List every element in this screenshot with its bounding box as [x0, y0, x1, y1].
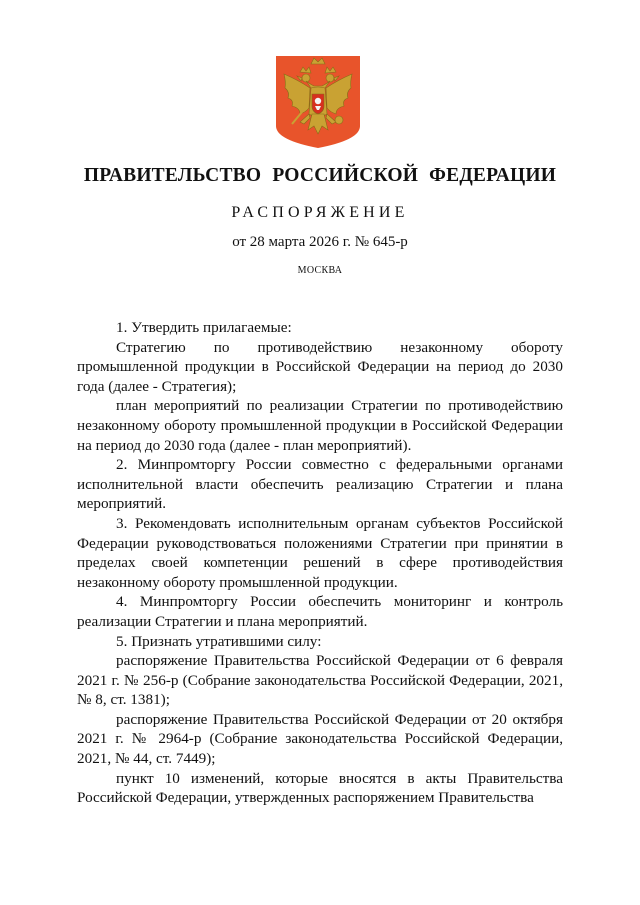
- paragraph-5: 3. Рекомендовать исполнительным органам субъектов Российской Федерации руководствоваться положениями Стратегии при принятии в пределах своей компетенции решений в сфере противодействия незаконному обороту промышленной продукции.: [77, 514, 563, 591]
- issuing-city: МОСКВА: [297, 265, 343, 276]
- paragraph-8: распоряжение Правительства Российской Федерации от 6 февраля 2021 г. № 256-р (Собрание законодательства Российской Федерации, 2021, № 8, ст. 1381);: [77, 652, 563, 709]
- document-body: [77, 318, 563, 808]
- document-type: РАСПОРЯЖЕНИЕ: [231, 204, 409, 221]
- document-date-number: от 28 марта 2026 г. № 645-р: [232, 234, 408, 250]
- paragraph-2: Стратегию по противодействию незаконному обороту промышленной продукции в Российской Федерации на период до 2030 года (далее - Стратегия);: [77, 338, 563, 395]
- paragraph-3: план мероприятий по реализации Стратегии по противодействию незаконному обороту промышленной продукции в Российской Федерации на период до 2030 года (далее - план мероприятий).: [77, 397, 563, 454]
- paragraph-6: 4. Минпромторгу России обеспечить мониторинг и контроль реализации Стратегии и плана мероприятий.: [77, 593, 563, 630]
- paragraph-9: распоряжение Правительства Российской Федерации от 20 октября 2021 г. № 2964-р (Собрание законодательства Российской Федерации, 2021, № 44, ст. 7449);: [77, 710, 563, 768]
- government-title: ПРАВИТЕЛЬСТВО РОССИЙСКОЙ ФЕДЕРАЦИИ: [83, 165, 557, 186]
- paragraph-4: 2. Минпромторгу России совместно с федеральными органами исполнительной власти обеспечить реализацию Стратегии и плана мероприятий.: [77, 456, 563, 513]
- paragraph-7: 5. Признать утратившими силу:: [116, 632, 322, 650]
- paragraph-1: 1. Утвердить прилагаемые:: [116, 319, 292, 336]
- paragraph-10: пункт 10 изменений, которые вносятся в акты Правительства Российской Федерации, утвержденных распоряжением Правительства: [77, 769, 563, 807]
- coat-of-arms-emblem: [276, 56, 360, 148]
